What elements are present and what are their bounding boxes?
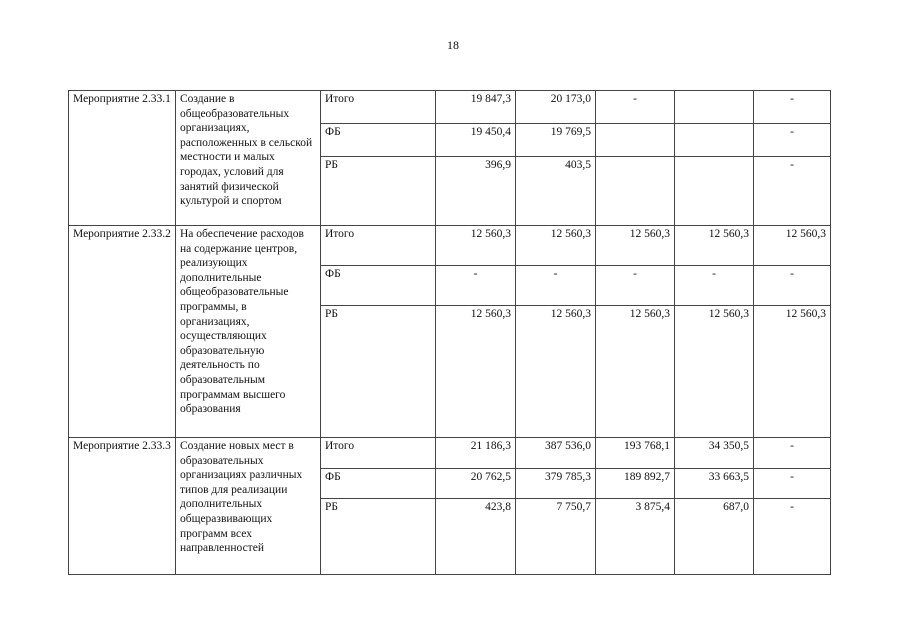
value-cell: - [596,266,675,306]
value-cell: 3 875,4 [596,499,675,575]
value-cell: 387 536,0 [516,438,596,469]
value-cell: - [754,157,831,226]
value-cell: 7 750,7 [516,499,596,575]
table-row [69,438,831,469]
page-number: 18 [447,38,459,52]
value-cell [596,124,675,157]
value-cell: 379 785,3 [516,469,596,499]
funding-source-cell: Итого [321,438,436,469]
value-cell: 19 769,5 [516,124,596,157]
value-cell: 19 450,4 [436,124,516,157]
value-cell: 189 892,7 [596,469,675,499]
funding-source-cell: ФБ [321,469,436,499]
funding-table [68,90,831,575]
value-cell [675,157,754,226]
value-cell: 34 350,5 [675,438,754,469]
funding-source-cell: РБ [321,157,436,226]
value-cell: - [516,266,596,306]
value-cell: - [754,91,831,124]
value-cell: - [754,499,831,575]
measure-name-cell: Мероприятие 2.33.3 [69,438,176,575]
value-cell: 423,8 [436,499,516,575]
funding-source-cell: РБ [321,499,436,575]
value-cell: 396,9 [436,157,516,226]
value-cell: 21 186,3 [436,438,516,469]
value-cell: - [436,266,516,306]
value-cell: - [754,469,831,499]
funding-source-cell: ФБ [321,124,436,157]
measure-description-cell: Создание новых мест в образовательных организациях различных типов для реализации дополнительных общеразвивающих программ всех направленностей [176,438,321,575]
value-cell: 12 560,3 [436,226,516,266]
measure-description-cell: Создание в общеобразовательных организациях, расположенных в сельской местности и малых городах, условий для занятий физической культурой и спортом [176,91,321,226]
value-cell: - [675,266,754,306]
value-cell: 12 560,3 [516,226,596,266]
value-cell [675,91,754,124]
funding-source-cell: Итого [321,226,436,266]
value-cell: - [754,438,831,469]
value-cell: 33 663,5 [675,469,754,499]
value-cell [675,124,754,157]
table-row [69,226,831,266]
value-cell [596,157,675,226]
value-cell: 19 847,3 [436,91,516,124]
value-cell: 12 560,3 [436,306,516,438]
value-cell: - [596,91,675,124]
value-cell: 193 768,1 [596,438,675,469]
value-cell: 12 560,3 [754,306,831,438]
table-row [69,91,831,124]
value-cell: 12 560,3 [516,306,596,438]
measure-name-cell: Мероприятие 2.33.1 [69,91,176,226]
value-cell: 12 560,3 [675,226,754,266]
measure-name-cell: Мероприятие 2.33.2 [69,226,176,438]
value-cell: - [754,266,831,306]
value-cell: 20 173,0 [516,91,596,124]
value-cell: 20 762,5 [436,469,516,499]
value-cell: 12 560,3 [596,226,675,266]
value-cell: 687,0 [675,499,754,575]
value-cell: 12 560,3 [675,306,754,438]
measure-description-cell: На обеспечение расходов на содержание центров, реализующих дополнительные общеобразовательные программы, в организациях, осуществляющих образовательную деятельность по образовательным программам высшего образования [176,226,321,438]
value-cell: 12 560,3 [596,306,675,438]
value-cell: 403,5 [516,157,596,226]
funding-source-cell: Итого [321,91,436,124]
funding-source-cell: ФБ [321,266,436,306]
funding-source-cell: РБ [321,306,436,438]
value-cell: - [754,124,831,157]
value-cell: 12 560,3 [754,226,831,266]
